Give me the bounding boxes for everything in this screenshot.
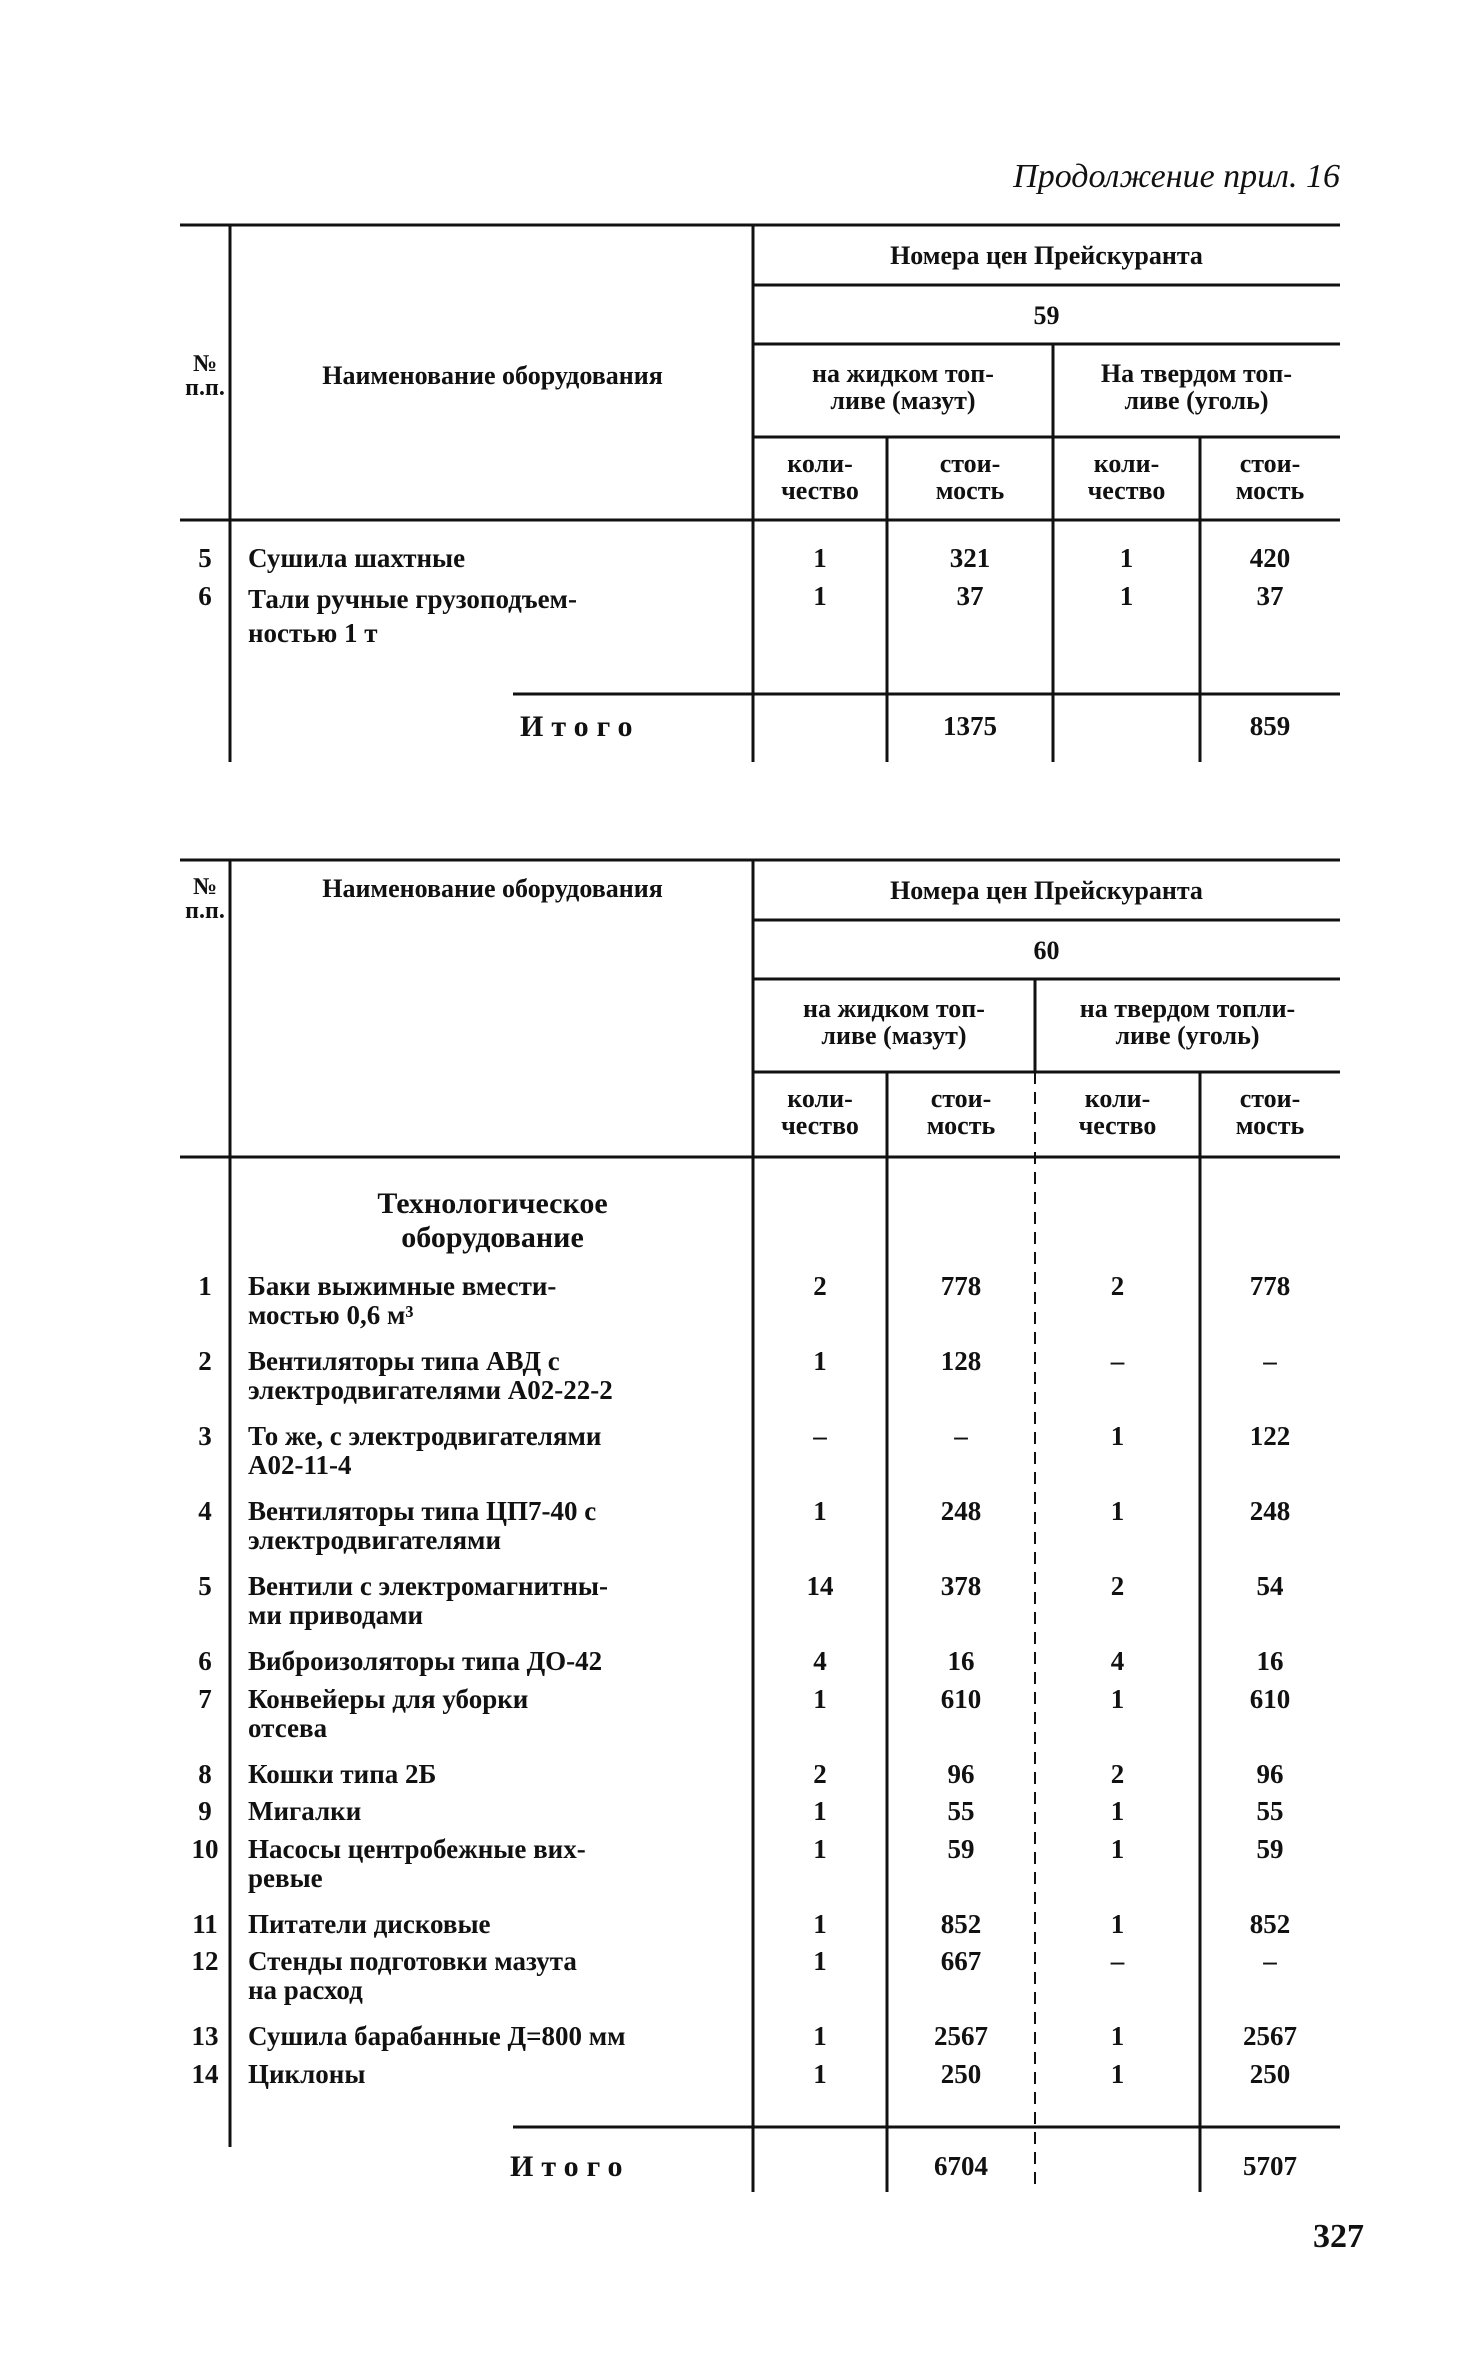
liquid-cost-header: стои- мость xyxy=(926,1084,996,1140)
row-solid-cost: – xyxy=(1263,1346,1277,1376)
row-liquid-cost: – xyxy=(954,1421,968,1451)
total-label: Итого xyxy=(520,710,641,743)
row-liquid-qty: – xyxy=(813,1421,827,1451)
row-liquid-cost: 16 xyxy=(947,1646,975,1676)
total-solid-cost: 5707 xyxy=(1243,2151,1297,2181)
row-name: Стенды подготовки мазута на расход xyxy=(248,1946,577,2005)
group-title: Номера цен Прейскуранта xyxy=(890,876,1203,905)
row-number: 4 xyxy=(198,1496,212,1526)
row-solid-qty: 1 xyxy=(1110,2059,1125,2089)
row-number: 11 xyxy=(192,1909,218,1939)
row-solid-qty: 1 xyxy=(1110,1796,1125,1826)
solid-qty-header: коли- чество xyxy=(1078,1084,1157,1140)
row-solid-cost: 420 xyxy=(1249,543,1291,573)
col-name-header: Наименование оборудования xyxy=(322,874,663,903)
total-solid-cost: 859 xyxy=(1249,711,1291,741)
row-solid-qty: 2 xyxy=(1110,1271,1125,1301)
row-liquid-qty: 1 xyxy=(813,543,827,573)
row-liquid-qty: 14 xyxy=(806,1571,834,1601)
row-number: 3 xyxy=(198,1421,212,1451)
solid-cost-header: стои- мость xyxy=(1235,449,1305,505)
row-name: Циклоны xyxy=(248,2059,366,2089)
solid-fuel-header: На твердом топ- ливе (уголь) xyxy=(1100,359,1293,415)
row-number: 2 xyxy=(198,1346,212,1376)
row-name: То же, с электродвигателями А02-11-4 xyxy=(248,1421,602,1480)
group-code: 59 xyxy=(1033,301,1060,330)
row-solid-qty: 1 xyxy=(1110,1909,1125,1939)
row-number: 12 xyxy=(191,1946,219,1976)
row-solid-cost: 37 xyxy=(1256,581,1284,611)
row-name: Кошки типа 2Б xyxy=(248,1759,437,1789)
row-liquid-qty: 1 xyxy=(813,2059,827,2089)
row-name: Виброизоляторы типа ДО-42 xyxy=(248,1646,603,1676)
solid-fuel-header: на твердом топли- ливе (уголь) xyxy=(1079,994,1296,1050)
row-number: 6 xyxy=(198,581,212,611)
row-solid-qty: 2 xyxy=(1110,1759,1125,1789)
row-solid-qty: 4 xyxy=(1110,1646,1125,1676)
col-name-header: Наименование оборудования xyxy=(322,361,663,390)
row-solid-qty: 1 xyxy=(1119,581,1134,611)
row-number: 5 xyxy=(198,543,212,573)
row-solid-cost: 778 xyxy=(1249,1271,1291,1301)
row-name: Вентиляторы типа ЦП7-40 с электродвигателями xyxy=(248,1496,597,1555)
row-liquid-qty: 1 xyxy=(813,581,827,611)
row-solid-cost: – xyxy=(1263,1946,1277,1976)
row-number: 13 xyxy=(191,2021,219,2051)
price-table-59 xyxy=(180,222,1340,767)
row-solid-qty: 1 xyxy=(1110,1496,1125,1526)
row-liquid-qty: 2 xyxy=(813,1759,827,1789)
row-solid-qty: 1 xyxy=(1110,1421,1125,1451)
row-liquid-cost: 37 xyxy=(956,581,984,611)
row-liquid-cost: 59 xyxy=(947,1834,975,1864)
row-number: 6 xyxy=(198,1646,212,1676)
liquid-qty-header: коли- чество xyxy=(781,1084,859,1140)
row-name: Конвейеры для уборки отсева xyxy=(248,1684,529,1743)
row-liquid-qty: 1 xyxy=(813,2021,827,2051)
row-number: 14 xyxy=(191,2059,219,2089)
row-solid-cost: 96 xyxy=(1256,1759,1284,1789)
solid-qty-header: коли- чество xyxy=(1087,449,1166,505)
row-liquid-qty: 1 xyxy=(813,1834,827,1864)
row-solid-qty: – xyxy=(1110,1946,1125,1976)
row-liquid-cost: 667 xyxy=(940,1946,982,1976)
row-solid-cost: 250 xyxy=(1249,2059,1291,2089)
row-solid-qty: 1 xyxy=(1119,543,1134,573)
row-liquid-qty: 1 xyxy=(813,1684,827,1714)
row-name: Питатели дисковые xyxy=(248,1909,491,1939)
row-name: Вентиляторы типа АВД с электродвигателями А02-22-2 xyxy=(248,1346,613,1405)
row-number: 5 xyxy=(198,1571,212,1601)
row-name: Тали ручные грузоподъем- ностью 1 т xyxy=(248,584,577,648)
group-title: Номера цен Прейскуранта xyxy=(890,241,1203,270)
row-solid-qty: 1 xyxy=(1110,2021,1125,2051)
row-liquid-cost: 2567 xyxy=(934,2021,988,2051)
group-code: 60 xyxy=(1033,936,1060,965)
total-liquid-cost: 1375 xyxy=(943,711,997,741)
row-liquid-cost: 321 xyxy=(949,543,991,573)
row-solid-cost: 16 xyxy=(1256,1646,1284,1676)
row-solid-qty: 1 xyxy=(1110,1834,1125,1864)
liquid-fuel-header: на жидком топ- ливе (мазут) xyxy=(803,994,985,1050)
row-number: 1 xyxy=(198,1271,212,1301)
row-solid-cost: 59 xyxy=(1256,1834,1284,1864)
row-liquid-qty: 1 xyxy=(813,1946,827,1976)
page-number: 327 xyxy=(1313,2218,1364,2255)
row-solid-qty: 2 xyxy=(1110,1571,1125,1601)
row-name: Сушила барабанные Д=800 мм xyxy=(248,2021,626,2051)
row-solid-cost: 2567 xyxy=(1243,2021,1297,2051)
row-number: 10 xyxy=(191,1834,219,1864)
row-name: Мигалки xyxy=(248,1796,362,1826)
row-liquid-cost: 778 xyxy=(940,1271,982,1301)
row-liquid-cost: 248 xyxy=(940,1496,982,1526)
row-solid-cost: 248 xyxy=(1249,1496,1291,1526)
row-liquid-cost: 610 xyxy=(940,1684,982,1714)
total-label: Итого xyxy=(510,2150,631,2183)
row-solid-cost: 122 xyxy=(1249,1421,1291,1451)
row-liquid-cost: 55 xyxy=(947,1796,975,1826)
row-liquid-qty: 1 xyxy=(813,1346,827,1376)
row-liquid-cost: 378 xyxy=(940,1571,982,1601)
page-header: Продолжение прил. 16 xyxy=(1013,158,1340,195)
row-name: Вентили с электромагнитны- ми приводами xyxy=(248,1571,608,1630)
row-liquid-qty: 1 xyxy=(813,1909,827,1939)
liquid-qty-header: коли- чество xyxy=(781,449,859,505)
row-liquid-qty: 2 xyxy=(813,1271,827,1301)
row-liquid-qty: 1 xyxy=(813,1796,827,1826)
row-number: 8 xyxy=(198,1759,212,1789)
row-name: Баки выжимные вмести- мостью 0,6 м³ xyxy=(248,1271,557,1330)
liquid-fuel-header: на жидком топ- ливе (мазут) xyxy=(812,359,994,415)
row-liquid-cost: 852 xyxy=(940,1909,982,1939)
col-number-header: № п.п. xyxy=(185,351,225,401)
row-liquid-cost: 250 xyxy=(940,2059,982,2089)
row-liquid-qty: 4 xyxy=(813,1646,827,1676)
row-number: 9 xyxy=(198,1796,212,1826)
row-name: Насосы центробежные вих- ревые xyxy=(248,1834,586,1893)
row-solid-cost: 55 xyxy=(1256,1796,1284,1826)
row-solid-qty: 1 xyxy=(1110,1684,1125,1714)
solid-cost-header: стои- мость xyxy=(1235,1084,1305,1140)
row-number: 7 xyxy=(198,1684,212,1714)
row-solid-qty: – xyxy=(1110,1346,1125,1376)
price-table-60 xyxy=(180,857,1340,2197)
section-title: Технологическое оборудование xyxy=(377,1187,608,1254)
row-solid-cost: 54 xyxy=(1256,1571,1284,1601)
col-number-header: № п.п. xyxy=(185,874,225,924)
row-name: Сушила шахтные xyxy=(248,543,466,573)
row-solid-cost: 610 xyxy=(1249,1684,1291,1714)
total-liquid-cost: 6704 xyxy=(934,2151,988,2181)
row-liquid-cost: 96 xyxy=(947,1759,975,1789)
row-solid-cost: 852 xyxy=(1249,1909,1291,1939)
liquid-cost-header: стои- мость xyxy=(935,449,1005,505)
row-liquid-cost: 128 xyxy=(940,1346,982,1376)
row-liquid-qty: 1 xyxy=(813,1496,827,1526)
